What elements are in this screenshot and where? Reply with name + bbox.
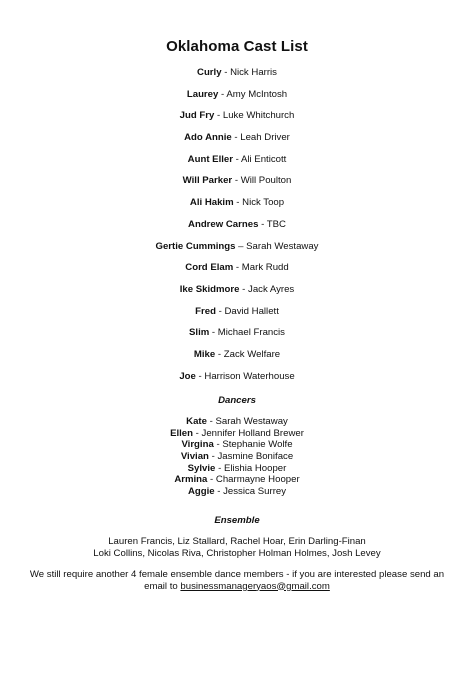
actor-name: Nick Toop <box>242 197 285 209</box>
actor-name: Jennifer Holland Brewer <box>201 427 304 439</box>
actor-name: Charmayne Hooper <box>215 474 300 486</box>
dancer-entry <box>0 451 474 463</box>
ensemble-names <box>0 536 474 560</box>
cast-entry <box>0 370 474 392</box>
role-name: Slim <box>189 327 210 339</box>
separator: - <box>207 474 216 486</box>
separator: - <box>258 218 267 230</box>
cast-entry <box>0 66 474 88</box>
role-name: Aggie <box>187 486 215 498</box>
role-name: Armina <box>174 474 208 486</box>
actor-name: TBC <box>266 218 286 230</box>
ensemble-heading: Ensemble <box>214 515 260 526</box>
separator: - <box>232 153 241 165</box>
page-title: Oklahoma Cast List <box>166 38 308 55</box>
role-name: Sylvie <box>187 462 216 474</box>
dancer-entry <box>0 463 474 475</box>
cast-entry <box>0 153 474 175</box>
separator: - <box>221 67 231 78</box>
separator: - <box>239 283 249 295</box>
actor-name: Amy McIntosh <box>226 88 288 100</box>
cast-entry <box>0 196 474 218</box>
role-name: Laurey <box>186 88 219 100</box>
actor-name: Jasmine Boniface <box>217 451 294 463</box>
notice-text: We still require another 4 female ensemble dance members - if you are interested please send an <box>29 569 445 580</box>
ensemble-line: Loki Collins, Nicolas Riva, Christopher Holman Holmes, Josh Levey <box>93 548 381 559</box>
actor-name: Michael Francis <box>217 327 285 339</box>
cast-entry <box>0 131 474 153</box>
actor-name: Will Poulton <box>240 175 292 187</box>
role-name: Andrew Carnes <box>188 218 259 230</box>
separator: - <box>215 348 224 360</box>
separator: – <box>235 240 247 252</box>
separator: - <box>215 305 225 317</box>
notice-email-line <box>0 581 474 593</box>
actor-name: Elishia Hooper <box>223 462 287 474</box>
separator: - <box>215 462 224 474</box>
cast-entry <box>0 326 474 348</box>
role-name: Jud Fry <box>179 110 215 122</box>
actor-name: Luke Whitchurch <box>222 110 295 122</box>
actor-name: Mark Rudd <box>241 262 289 274</box>
role-name: Joe <box>179 370 196 382</box>
cast-entry <box>0 88 474 110</box>
role-name: Vivian <box>180 451 209 463</box>
separator: - <box>214 110 223 122</box>
actor-name: Zack Welfare <box>223 348 281 360</box>
ensemble-line: Lauren Francis, Liz Stallard, Rachel Hoar, Erin Darling-Finan <box>108 536 366 547</box>
cast-entry <box>0 218 474 240</box>
dancer-entry <box>0 428 474 440</box>
separator: - <box>218 88 227 100</box>
role-name: Virgina <box>181 439 214 451</box>
actor-name: Jack Ayres <box>248 283 295 295</box>
role-name: Cord Elam <box>185 262 234 274</box>
role-name: Gertie Cummings <box>155 240 236 252</box>
role-name: Ike Skidmore <box>179 283 240 295</box>
cast-entry <box>0 305 474 327</box>
role-name: Will Parker <box>182 175 233 187</box>
role-name: Mike <box>193 348 216 360</box>
dancer-entry <box>0 416 474 428</box>
recruitment-notice <box>0 569 474 592</box>
dancer-entry <box>0 439 474 451</box>
role-name: Aunt Eller <box>187 153 233 165</box>
separator: - <box>193 427 202 439</box>
cast-entry <box>0 261 474 283</box>
dancer-entry <box>0 486 474 498</box>
separator: - <box>206 416 216 427</box>
role-name: Kate <box>186 416 207 427</box>
principal-cast-list <box>0 66 474 391</box>
separator: - <box>232 175 241 187</box>
separator: - <box>209 327 218 339</box>
cast-entry <box>0 240 474 262</box>
actor-name: Ali Enticott <box>240 153 287 165</box>
actor-name: Sarah Westaway <box>246 240 319 252</box>
separator: - <box>208 451 218 463</box>
dancer-entry <box>0 474 474 486</box>
role-name: Ellen <box>170 427 193 439</box>
role-name: Ado Annie <box>184 132 232 144</box>
separator: - <box>214 486 224 498</box>
cast-entry <box>0 348 474 370</box>
dancers-heading: Dancers <box>218 395 256 406</box>
actor-name: Harrison Waterhouse <box>204 370 295 382</box>
role-name: Fred <box>195 305 216 317</box>
role-name: Ali Hakim <box>189 197 234 209</box>
actor-name: Sarah Westaway <box>215 416 288 427</box>
role-name: Curly <box>197 67 222 78</box>
actor-name: Leah Driver <box>240 132 290 144</box>
separator: - <box>233 197 243 209</box>
actor-name: Nick Harris <box>230 67 277 78</box>
email-prefix: email to <box>144 580 181 592</box>
cast-entry <box>0 109 474 131</box>
actor-name: Stephanie Wolfe <box>222 439 293 451</box>
actor-name: Jessica Surrey <box>223 486 287 498</box>
cast-entry <box>0 283 474 305</box>
dancers-list <box>0 416 474 498</box>
cast-entry <box>0 174 474 196</box>
actor-name: David Hallett <box>224 305 279 317</box>
separator: - <box>195 370 205 382</box>
separator: - <box>231 132 241 144</box>
separator: - <box>233 262 242 274</box>
email-link[interactable]: businessmanageryaos@gmail.com <box>180 580 330 592</box>
separator: - <box>213 439 223 451</box>
